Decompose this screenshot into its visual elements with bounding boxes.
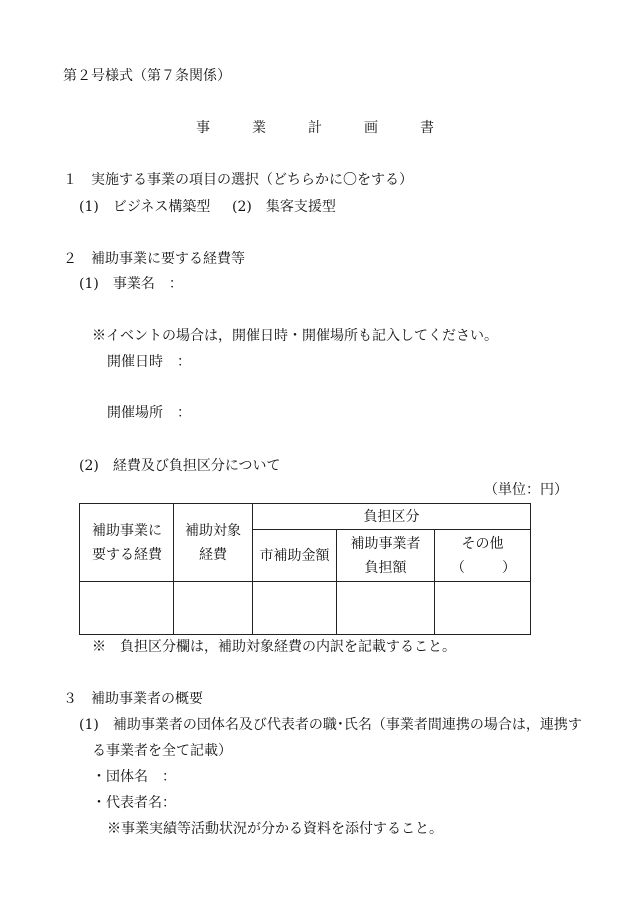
option-customer-attraction: (2) 集客支援型 <box>232 199 336 215</box>
title-char: 計 <box>308 120 322 136</box>
header-eligible-cost: 補助対象 経費 <box>174 504 253 582</box>
title-char: 事 <box>196 120 210 136</box>
option-business-building: (1) ビジネス構築型 <box>79 199 211 215</box>
table-note: ※ 負担区分欄は，補助対象経費の内訳を記載すること。 <box>92 639 456 655</box>
cell-project-cost[interactable] <box>80 582 174 635</box>
section3-heading: ３ 補助事業者の概要 <box>63 691 203 707</box>
section1-heading: １ 実施する事業の項目の選択（どちらかに〇をする） <box>63 172 413 188</box>
unit-label: （単位：円） <box>484 482 568 498</box>
form-number: 第２号様式（第７条関係） <box>63 68 231 84</box>
event-note: ※イベントの場合は，開催日時・開催場所も記入してください。 <box>92 328 498 344</box>
header-other: その他 （ ） <box>435 530 531 582</box>
title-char: 書 <box>420 120 434 136</box>
title-char: 画 <box>364 120 378 136</box>
attachment-note: ※事業実績等活動状況が分かる資料を添付すること。 <box>107 821 443 837</box>
document-title <box>0 121 630 135</box>
cell-operator-burden[interactable] <box>337 582 435 635</box>
cell-city-subsidy[interactable] <box>253 582 337 635</box>
header-project-cost: 補助事業に 要する経費 <box>80 504 174 582</box>
cost-burden-heading: (2) 経費及び負担区分について <box>79 458 281 474</box>
cell-other[interactable] <box>435 582 531 635</box>
header-city-subsidy: 市補助金額 <box>253 530 337 582</box>
section2-heading: ２ 補助事業に要する経費等 <box>63 251 245 267</box>
representative-name-field: ・代表者名： <box>92 795 176 811</box>
header-burden-category: 負担区分 <box>253 504 531 530</box>
operator-info-item: (1) 補助事業者の団体名及び代表者の職･氏名（事業者間連携の場合は，連携す <box>79 717 582 733</box>
cell-eligible-cost[interactable] <box>174 582 253 635</box>
project-name-field: (1) 事業名 ： <box>79 276 183 292</box>
organization-name-field: ・団体名 ： <box>92 769 176 785</box>
cost-table <box>79 503 531 635</box>
event-datetime-field: 開催日時 ： <box>107 354 191 370</box>
operator-info-item-cont: る事業者を全て記載） <box>92 743 232 759</box>
title-char: 業 <box>252 120 266 136</box>
event-venue-field: 開催場所 ： <box>107 405 191 421</box>
header-operator-burden: 補助事業者 負担額 <box>337 530 435 582</box>
